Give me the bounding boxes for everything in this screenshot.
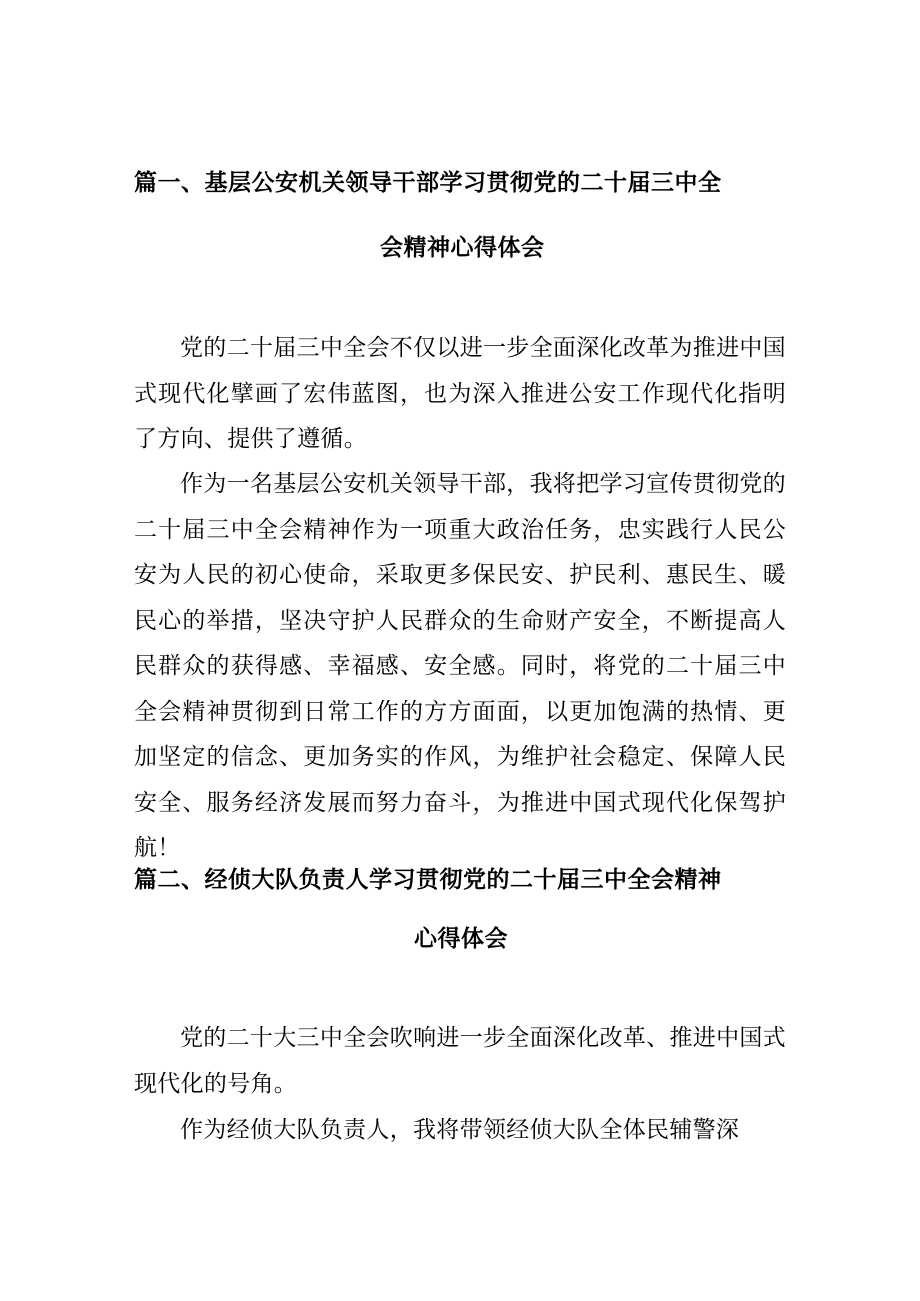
section2-title-line2: 心得体会	[414, 926, 508, 952]
section2-paragraph-1: 党的二十大三中全会吹响进一步全面深化改革、推进中国式现代化的号角。	[134, 1025, 786, 1097]
section1-paragraph-1: 党的二十届三中全会不仅以进一步全面深化改革为推进中国式现代化擘画了宏伟蓝图，也为深入推进公安工作现代化指明了方向、提供了遵循。	[134, 335, 786, 452]
section1-title-line1: 篇一、基层公安机关领导干部学习贯彻党的二十届三中全	[134, 170, 722, 196]
section2-title-line1: 篇二、经侦大队负责人学习贯彻党的二十届三中全会精神	[134, 867, 722, 893]
section1-paragraph-2: 作为一名基层公安机关领导干部，我将把学习宣传贯彻党的二十届三中全会精神作为一项重大政治任务，忠实践行人民公安为人民的初心使命，采取更多保民安、护民利、惠民生、暖民心的举措，坚决守护人民群众的生命财产安全，不断提高人民群众的获得感、幸福感、安全感。同时，将党的二十届三中全会精神贯彻到日常工作的方方面面，以更加饱满的热情、更加坚定的信念、更加务实的作风，为维护社会稳定、保障人民安全、服务经济发展而努力奋斗，为推进中国式现代化保驾护航！	[134, 471, 786, 861]
section2-paragraph-2: 作为经侦大队负责人，我将带领经侦大队全体民辅警深	[180, 1117, 740, 1143]
section1-title-line2: 会精神心得体会	[380, 235, 545, 261]
